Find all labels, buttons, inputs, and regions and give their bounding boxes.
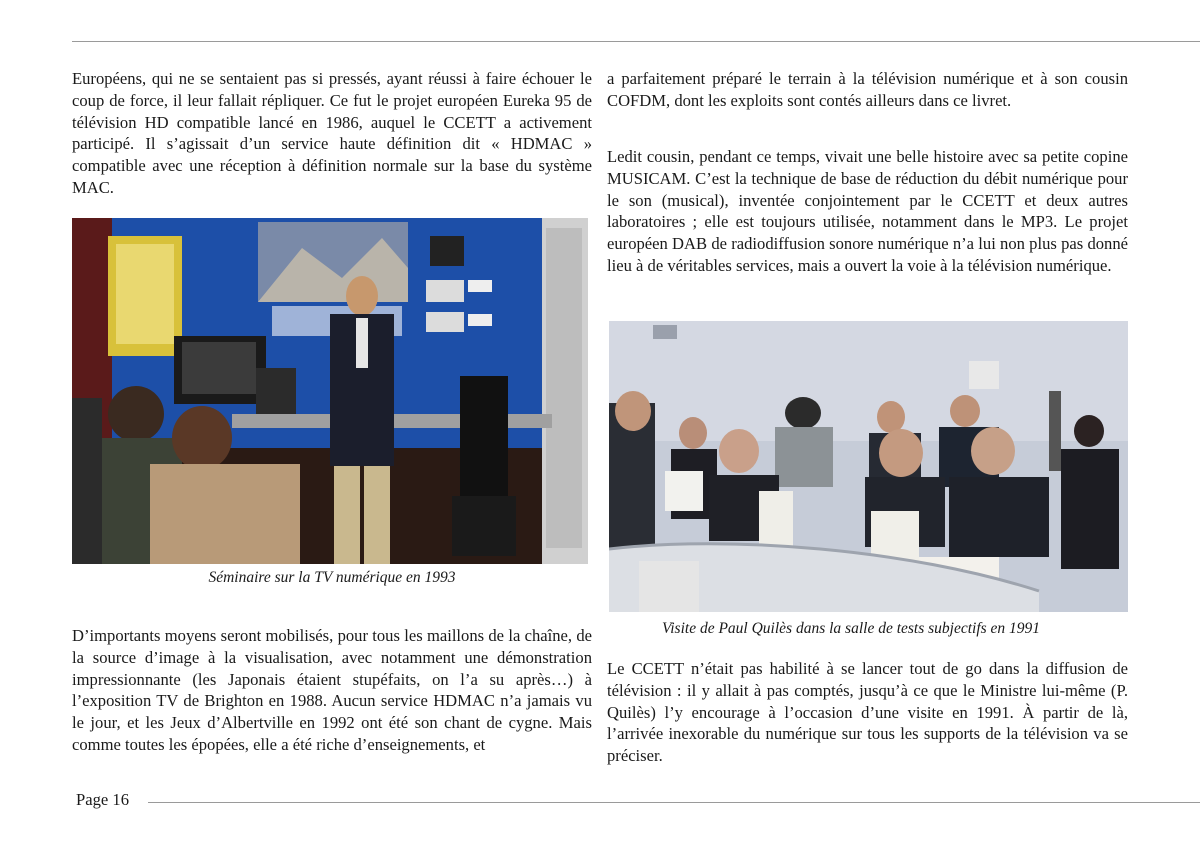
seminar-photo-caption: Séminaire sur la TV numérique en 1993	[208, 569, 456, 586]
left-paragraph-1: Européens, qui ne se sentaient pas si pressés, ayant réussi à faire échouer le coup de force, il leur fallait répliquer. Ce fut le projet européen Eureka 95 de télévision HD compatible lancé en 1986, auquel le CCETT a activement participé. Il s’agissait d’un service haute définition dit « HDMAC » compatible avec une réception à définition normale sur la base du système MAC.	[72, 69, 592, 197]
visit-photo-caption: Visite de Paul Quilès dans la salle de tests subjectifs en 1991	[661, 620, 1041, 637]
page-number: Page 16	[76, 790, 129, 809]
top-rule	[72, 41, 1200, 42]
visit-photo	[609, 321, 1128, 612]
right-paragraph-3: Le CCETT n’était pas habilité à se lancer tout de go dans la diffusion de télévision : il y allait à pas comptés, jusqu’à ce que le Ministre lui-même (P. Quilès) l’y encourage à l’occasion d’une visite en 1991. À partir de là, l’arrivée inexorable du numérique sur tous les supports de la télévision va se préciser.	[607, 659, 1128, 766]
right-paragraph-1: a parfaitement préparé le terrain à la télévision numérique et à son cousin COFDM, dont les exploits sont contés ailleurs dans ce livret.	[607, 69, 1128, 110]
seminar-photo	[72, 218, 588, 564]
right-paragraph-2: Ledit cousin, pendant ce temps, vivait une belle histoire avec sa petite copine MUSICAM. C’est la technique de base de réduction du débit numérique pour le son (musical), inventée conjointement par le CCETT et deux autres laboratoires ; elle est toujours utilisée, notamment dans le MP3. Le projet européen DAB de radiodiffusion sonore numérique n’a lui non plus pas donné lieu à de véritables services, mais a ouvert la voie à la télévision numérique.	[607, 147, 1128, 275]
bottom-rule	[148, 802, 1200, 803]
left-paragraph-2: D’importants moyens seront mobilisés, pour tous les maillons de la chaîne, de la source d’image à la visualisation, avec notamment une démonstration impressionnante (les Japonais étaient stupéfaits, on l’a su après…) à l’exposition TV de Brighton en 1988. Aucun service HDMAC n’a jamais vu le jour, et les Jeux d’Albertville en 1992 ont été son chant de cygne. Mais comme toutes les épopées, elle a été riche d’enseignements, et	[72, 626, 592, 754]
